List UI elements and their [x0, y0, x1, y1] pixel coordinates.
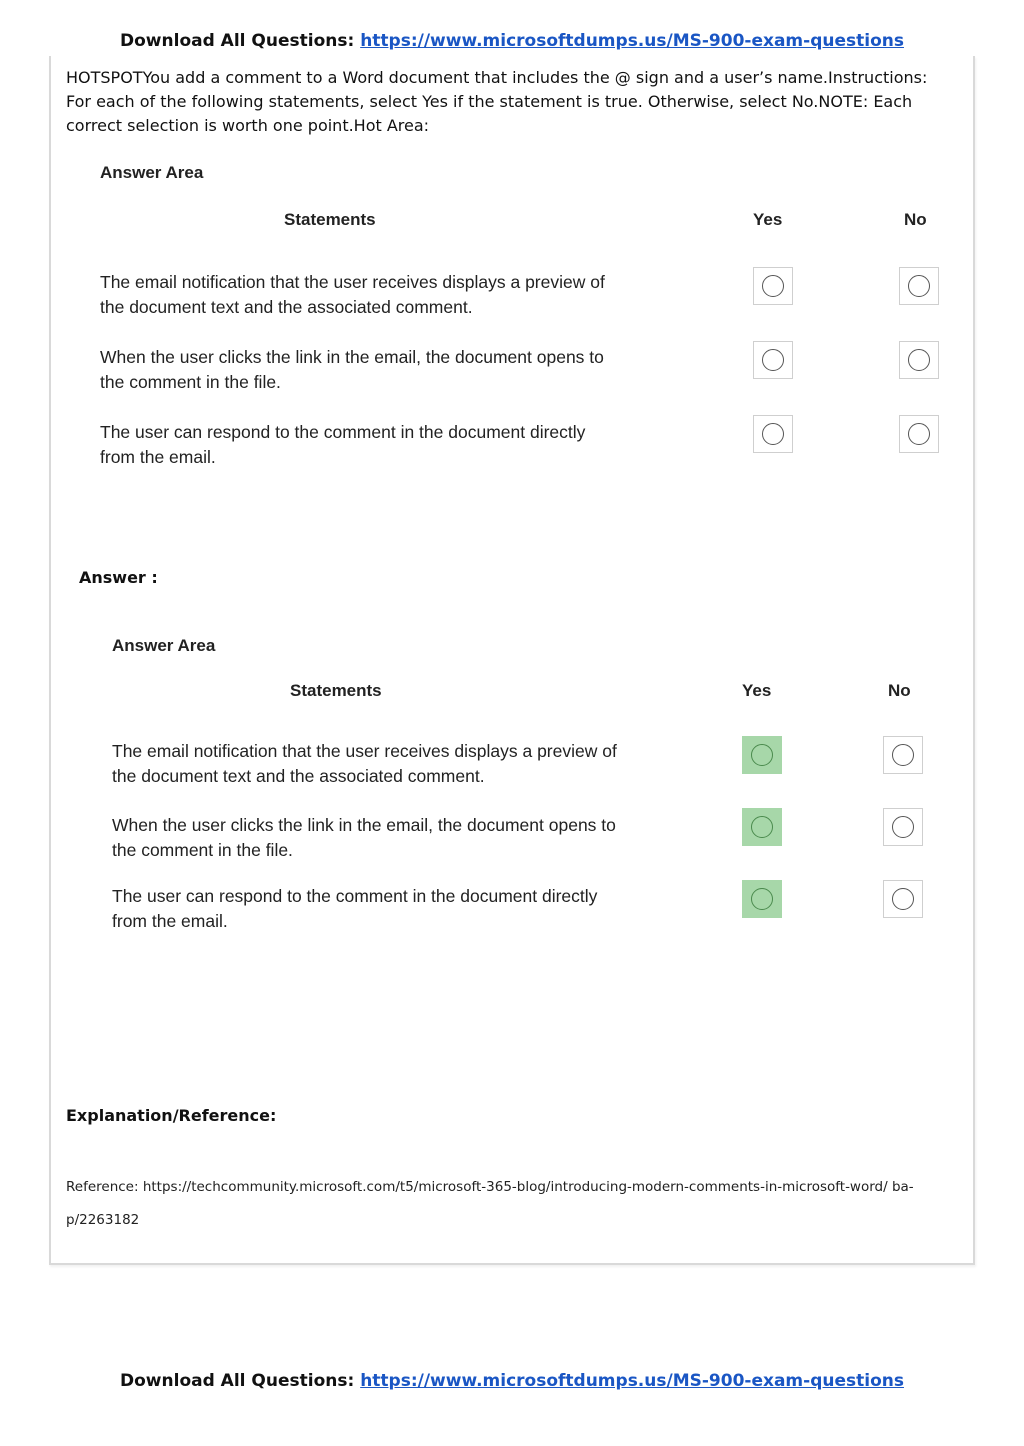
statement-1-yes-radio[interactable] [753, 267, 793, 305]
radio-circle-icon [762, 275, 784, 297]
no-header: No [888, 681, 911, 700]
answer-statement-1: The email notification that the user receives displays a preview of the document text and the associated comment. [112, 741, 617, 786]
radio-circle-icon [892, 816, 914, 838]
answer-statement-2: When the user clicks the link in the email, the document opens to the comment in the file. [112, 815, 616, 860]
explanation-label: Explanation/Reference: [66, 1106, 277, 1125]
statement-1: The email notification that the user receives displays a preview of the document text and the associated comment. [100, 272, 605, 317]
radio-circle-icon [908, 275, 930, 297]
statement-2-no-radio[interactable] [899, 341, 939, 379]
answer-2-no-radio[interactable] [883, 808, 923, 846]
radio-circle-icon [751, 816, 773, 838]
answer-statement-3: The user can respond to the comment in the document directly from the email. [112, 886, 598, 931]
answer-area-title: Answer Area [112, 636, 216, 655]
download-banner-bottom [0, 1371, 1024, 1391]
download-banner-top [0, 31, 1024, 51]
reference-text [66, 1171, 966, 1237]
question-card [49, 56, 975, 1265]
radio-circle-icon [762, 349, 784, 371]
radio-circle-icon [908, 349, 930, 371]
statements-header: Statements [290, 681, 382, 700]
radio-circle-icon [751, 888, 773, 910]
hot-area-title: Answer Area [100, 163, 204, 182]
question-text: HOTSPOTYou add a comment to a Word document that includes the @ sign and a user’s name.Instructions: For each of the following statements, select Yes if the statement is true. Otherwise, select No.NOTE: Each correct selection is worth one point.Hot Area: [66, 68, 928, 135]
statement-2-yes-radio[interactable] [753, 341, 793, 379]
radio-circle-icon [908, 423, 930, 445]
reference-line-2: p/2263182 [66, 1212, 140, 1228]
download-label: Download All Questions: [120, 31, 355, 51]
radio-circle-icon [892, 888, 914, 910]
statement-3: The user can respond to the comment in the document directly from the email. [100, 422, 586, 467]
answer-1-yes-radio[interactable] [742, 736, 782, 774]
answer-1-no-radio[interactable] [883, 736, 923, 774]
answer-3-no-radio[interactable] [883, 880, 923, 918]
statement-3-no-radio[interactable] [899, 415, 939, 453]
statement-1-no-radio[interactable] [899, 267, 939, 305]
statement-3-yes-radio[interactable] [753, 415, 793, 453]
radio-circle-icon [751, 744, 773, 766]
download-link[interactable]: https://www.microsoftdumps.us/MS-900-exam-questions [360, 31, 904, 51]
answer-2-yes-radio[interactable] [742, 808, 782, 846]
reference-line-1: Reference: https://techcommunity.microsoft.com/t5/microsoft-365-blog/introducing-modern-comments-in-microsoft-word/ ba- [66, 1179, 914, 1195]
radio-circle-icon [892, 744, 914, 766]
yes-header: Yes [753, 210, 783, 229]
answer-3-yes-radio[interactable] [742, 880, 782, 918]
no-header: No [904, 210, 927, 229]
radio-circle-icon [762, 423, 784, 445]
answer-label: Answer : [79, 568, 158, 587]
yes-header: Yes [742, 681, 772, 700]
statement-2: When the user clicks the link in the email, the document opens to the comment in the file. [100, 347, 604, 392]
download-label: Download All Questions: [120, 1371, 355, 1391]
download-link[interactable]: https://www.microsoftdumps.us/MS-900-exam-questions [360, 1371, 904, 1391]
statements-header: Statements [284, 210, 376, 229]
